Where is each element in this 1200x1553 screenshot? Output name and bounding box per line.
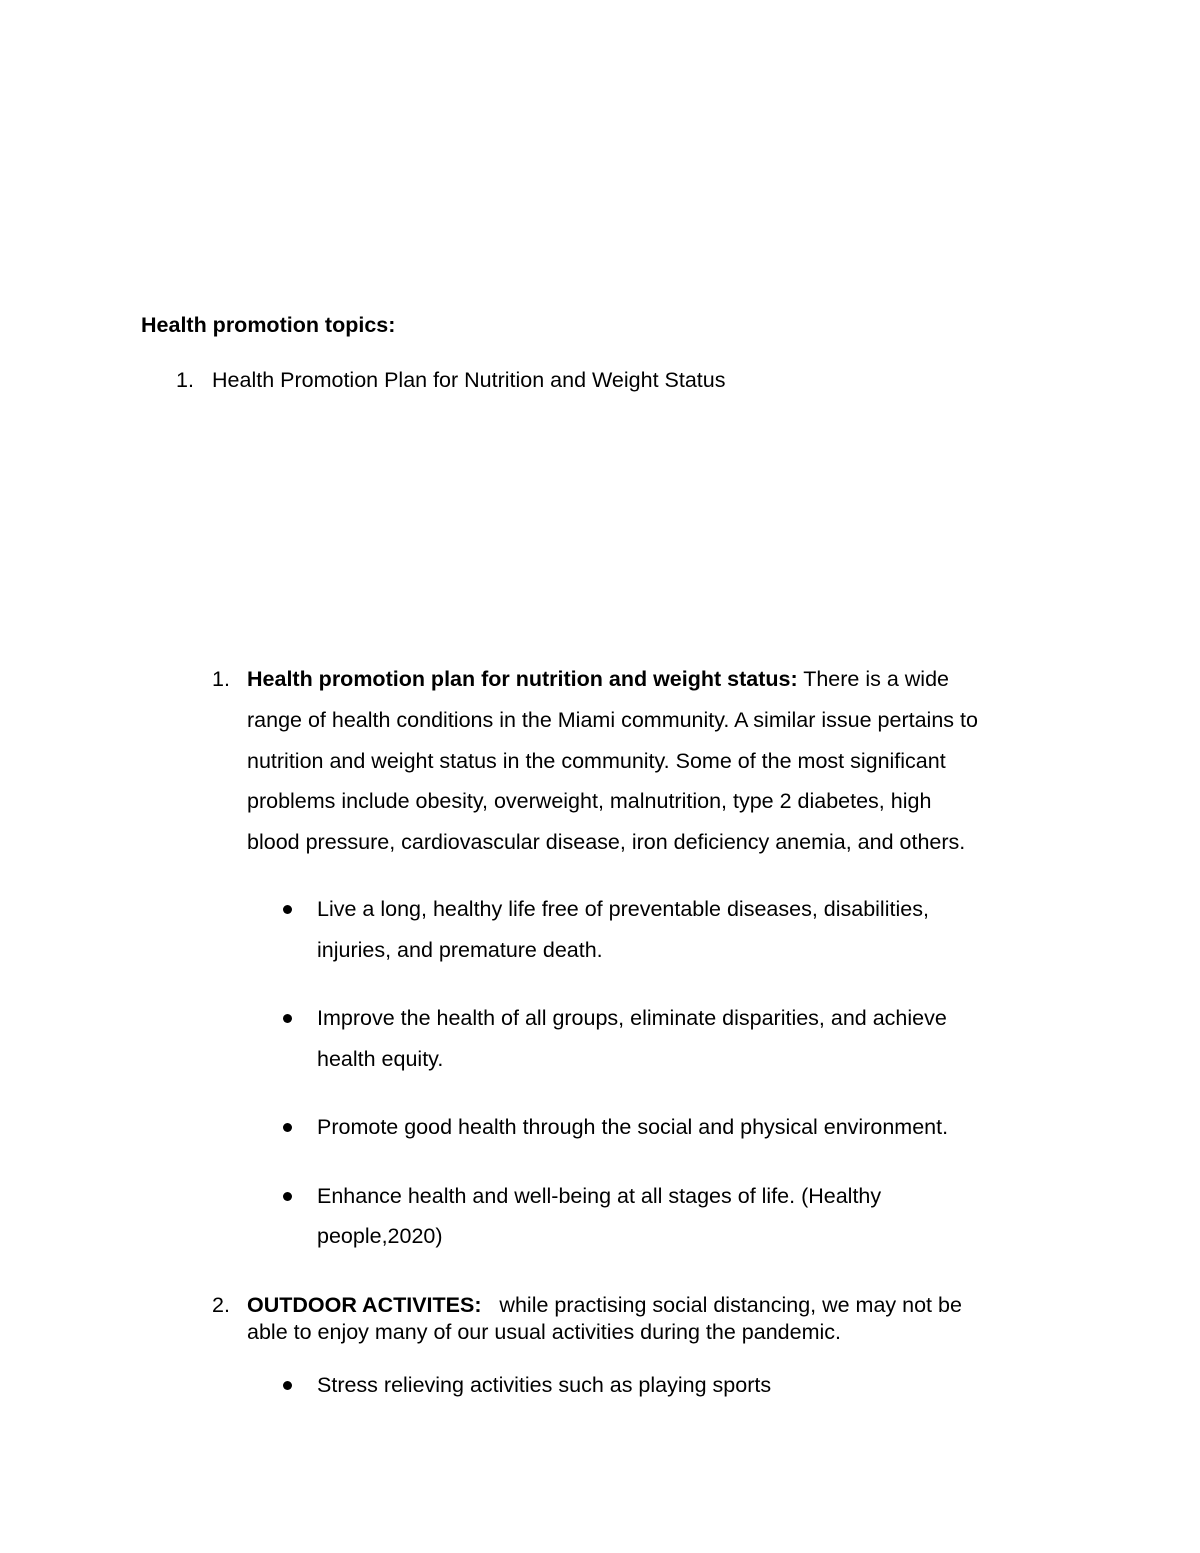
section2-line: able to enjoy many of our usual activities during the pandemic. [247, 1320, 841, 1344]
bullet-line: Enhance health and well-being at all stages of life. (Healthy [317, 1184, 882, 1208]
section1-line: blood pressure, cardiovascular disease, iron deficiency anemia, and others. [247, 830, 966, 854]
topic-item: Health Promotion Plan for Nutrition and Weight Status [212, 368, 726, 392]
section1-first-line [247, 667, 949, 692]
section1-line: range of health conditions in the Miami community. A similar issue pertains to [247, 708, 978, 732]
bullet-icon [283, 1123, 292, 1132]
section1-line: There is a wide [797, 667, 949, 691]
section2-first-line [247, 1293, 962, 1318]
bullet-line: injuries, and premature death. [317, 938, 603, 962]
bullet-line: people,2020) [317, 1224, 443, 1248]
bullet-line: Live a long, healthy life free of preventable diseases, disabilities, [317, 897, 929, 921]
topic-number: 1. [176, 368, 194, 392]
bullet-line: health equity. [317, 1047, 444, 1071]
section1-number: 1. [212, 667, 230, 691]
section1-line: problems include obesity, overweight, malnutrition, type 2 diabetes, high [247, 789, 932, 813]
bullet-line: Improve the health of all groups, eliminate disparities, and achieve [317, 1006, 947, 1030]
bullet-line: Promote good health through the social and physical environment. [317, 1115, 949, 1139]
section2-line: while practising social distancing, we may not be [481, 1293, 962, 1317]
section2-title: OUTDOOR ACTIVITES: [247, 1293, 482, 1317]
bullet-icon [283, 1192, 292, 1201]
section2-number: 2. [212, 1293, 230, 1317]
bullet-icon [283, 905, 292, 914]
bullet-icon [283, 1381, 292, 1390]
section1-title: Health promotion plan for nutrition and weight status: [247, 667, 798, 691]
section1-line: nutrition and weight status in the community. Some of the most significant [247, 749, 946, 773]
bullet-line: Stress relieving activities such as playing sports [317, 1373, 772, 1397]
bullet-icon [283, 1014, 292, 1023]
page-heading: Health promotion topics: [141, 313, 396, 337]
